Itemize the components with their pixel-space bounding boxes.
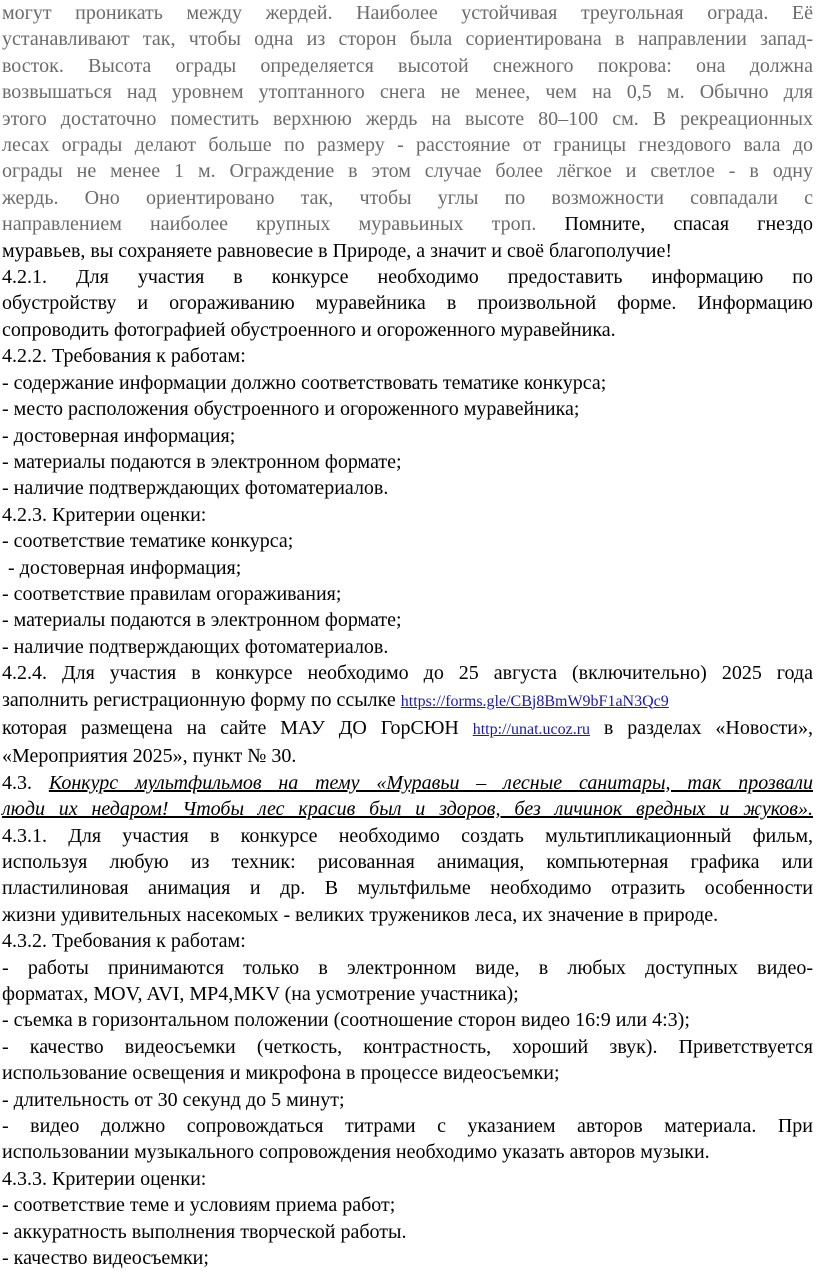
section-number: 4.3. <box>2 771 49 794</box>
list-item: - наличие подтверждающих фотоматериалов. <box>2 635 389 658</box>
section-line: сопроводить фотографией обустроенного и огороженного муравейника. <box>2 318 616 341</box>
list-item: - работы принимаются только в электронном виде, в любых доступных видео- <box>2 956 813 979</box>
list-item-continuation: использовании музыкального сопровождения необходимо указать авторов музыки. <box>2 1141 710 1164</box>
list-item: - видео должно сопровождаться титрами с указанием авторов материала. При <box>2 1115 813 1138</box>
section-4-2-4 <box>2 660 813 770</box>
intro-line: могут проникать между жердей. Наиболее устойчивая треугольная ограда. Её <box>2 2 813 24</box>
list-item: - содержание информации должно соответствовать тематике конкурса; <box>2 371 607 394</box>
section-line: обустройству и огораживанию муравейника в произвольной форме. Информацию <box>2 292 813 315</box>
section-line <box>2 687 813 715</box>
list-item: - соответствие теме и условиям приема работ; <box>2 1194 396 1217</box>
contest-title: Конкурс мультфильмов на тему «Муравьи – лесные санитары, так прозвали <box>48 771 813 794</box>
section-4-3-3 <box>2 1166 813 1272</box>
section-line: «Мероприятия 2025», пункт № 30. <box>2 745 297 768</box>
intro-line: устанавливают так, чтобы одна из сторон была сориентирована в направлении запад- <box>2 28 813 51</box>
list-item-continuation: форматах, MOV, AVI, MP4,MKV (на усмотрение участника); <box>2 983 519 1006</box>
intro-line: жердь. Оно ориентировано так, чтобы углы по возможности совпадали с <box>2 186 813 209</box>
section-heading: 4.2.3. Критерии оценки: <box>2 503 207 526</box>
intro-mixed-line <box>2 211 813 237</box>
list-item: - материалы подаются в электронном формате; <box>2 450 402 473</box>
section-4-2-2 <box>2 343 813 501</box>
section-line: жизни удивительных насекомых - великих тружеников леса, их значение в природе. <box>2 903 719 926</box>
site-link[interactable]: http://unat.ucoz.ru <box>472 720 591 738</box>
list-item: - длительность от 30 секунд до 5 минут; <box>2 1088 345 1111</box>
line-text: которая размещена на сайте МАУ ДО ГорСЮН <box>2 716 473 739</box>
intro-line: лесах ограды делают больше по размеру - расстояние от границы гнездового вала до <box>2 134 813 157</box>
intro-gray-fragment: направлением наиболее крупных муравьиных троп. <box>2 213 537 236</box>
list-item: - соответствие тематике конкурса; <box>2 530 294 553</box>
section-heading: 4.3.2. Требования к работам: <box>2 930 246 953</box>
list-item: - аккуратность выполнения творческой работы. <box>2 1220 407 1243</box>
section-heading: 4.3.3. Критерии оценки: <box>2 1167 207 1190</box>
line-text: заполнить регистрационную форму по ссылке <box>2 688 401 711</box>
section-4-3-1 <box>2 823 813 929</box>
section-title-line <box>2 770 813 796</box>
section-line: 4.2.4. Для участия в конкурсе необходимо до 25 августа (включительно) 2025 года <box>2 662 813 685</box>
section-line: используя любую из техник: рисованная анимация, компьютерная графика или <box>2 851 813 873</box>
section-4-2-3 <box>2 502 813 660</box>
intro-black-fragment: Помните, спасая гнездо <box>536 213 813 236</box>
section-4-2-1 <box>2 264 813 343</box>
section-line <box>2 715 813 743</box>
list-item: - наличие подтверждающих фотоматериалов. <box>2 477 389 500</box>
list-item: - соответствие правилам огораживания; <box>2 582 342 605</box>
list-item: - место расположения обустроенного и огороженного муравейника; <box>2 398 580 421</box>
section-4-3 <box>2 770 813 823</box>
intro-line: ограды не менее 1 м. Ограждение в этом случае более лёгкое и светлое - в одну <box>2 160 813 183</box>
intro-line: этого достаточно поместить верхнюю жердь на высоте 80–100 см. В рекреационных <box>2 107 813 130</box>
intro-last-line: муравьев, вы сохраняете равновесие в Природе, а значит и своё благополучие! <box>2 239 672 262</box>
list-item: - съемка в горизонтальном положении (соотношение сторон видео 16:9 или 4:3); <box>2 1009 690 1032</box>
list-item: - материалы подаются в электронном формате; <box>2 609 402 632</box>
intro-line: восток. Высота ограды определяется высотой снежного покрова: она должна <box>2 54 813 77</box>
section-4-3-2 <box>2 928 813 1166</box>
list-item-continuation: использование освещения и микрофона в процессе видеосъемки; <box>2 1062 560 1085</box>
section-line: 4.2.1. Для участия в конкурсе необходимо предоставить информацию по <box>2 266 813 289</box>
intro-paragraph <box>2 0 813 264</box>
section-title-line <box>2 796 813 822</box>
line-text: в разделах «Новости», <box>590 716 813 739</box>
registration-form-link[interactable]: https://forms.gle/CBj8BmW9bF1aN3Qc9 <box>400 692 669 710</box>
section-heading: 4.2.2. Требования к работам: <box>2 345 246 368</box>
list-item: - качество видеосъемки; <box>2 1247 209 1270</box>
list-item: - достоверная информация; <box>8 556 242 579</box>
intro-line: возвышаться над уровнем утоптанного снега не менее, чем на 0,5 м. Обычно для <box>2 81 813 104</box>
section-line: 4.3.1. Для участия в конкурсе необходимо создать мультипликационный фильм, <box>2 824 813 847</box>
list-item: - качество видеосъемки (четкость, контрастность, хороший звук). Приветствуется <box>2 1035 813 1058</box>
contest-title: люди их недаром! Чтобы лес красив был и здоров, без личинок вредных и жуков». <box>2 798 813 821</box>
list-item: - достоверная информация; <box>2 424 236 447</box>
section-line: пластилиновая анимация и др. В мультфильме необходимо отразить особенности <box>2 877 813 900</box>
